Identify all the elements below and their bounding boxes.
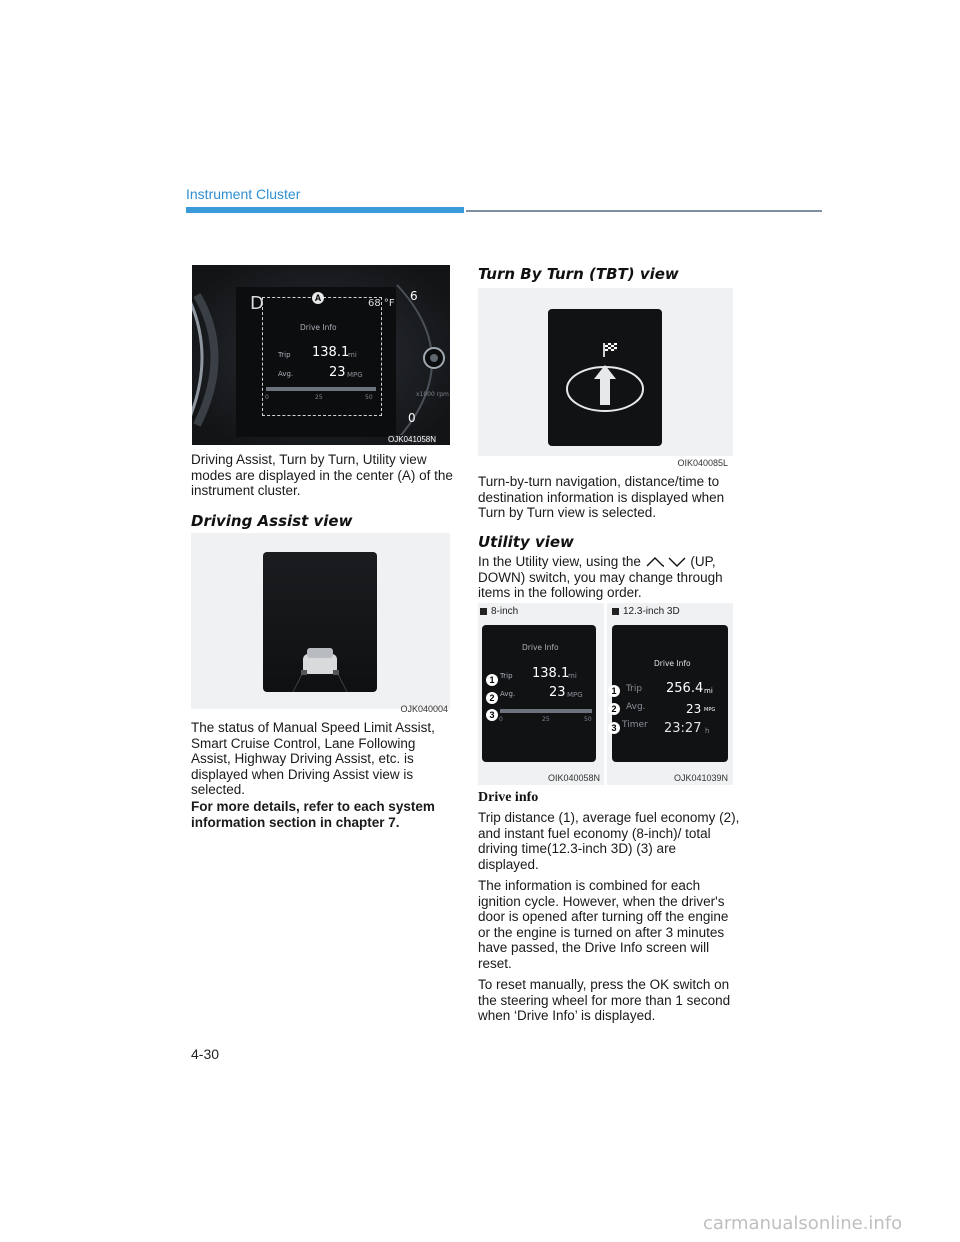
- code-8inch: OIK040058N: [547, 773, 600, 783]
- tbt-arrow-icon: [548, 309, 662, 446]
- label-8inch: 8-inch: [480, 606, 518, 617]
- bullet-square: [480, 608, 487, 615]
- avg-value: 23: [549, 685, 566, 700]
- trip-unit: mi: [348, 351, 357, 359]
- drive-info-title: Drive Info: [522, 643, 559, 652]
- driving-assist-code: OJK040004: [400, 704, 448, 714]
- badge-3: 3: [486, 705, 498, 723]
- drive-info-body: [478, 810, 740, 1030]
- trip-label: Trip: [626, 684, 643, 694]
- avg-label: Avg.: [500, 690, 516, 698]
- car-icon: [263, 552, 377, 692]
- fuel-economy-bar: [266, 387, 376, 391]
- up-down-switch-icon: [645, 556, 687, 568]
- header-rule-accent: [186, 207, 464, 213]
- avg-unit: MPG: [567, 691, 583, 699]
- drive-info-paragraph-1: Trip distance (1), average fuel economy (2), and instant fuel economy (8-inch)/ total driving time(12.3-inch 3D) (3) are displayed.: [478, 810, 740, 872]
- screen-8inch: [482, 625, 596, 762]
- scale-max: 50: [584, 716, 592, 723]
- scale-max: 50: [365, 394, 373, 401]
- avg-unit: MPG: [704, 707, 716, 713]
- tbt-screen: [548, 309, 662, 446]
- utility-text-start: In the Utility view, using the: [478, 554, 641, 569]
- cluster-figure: [192, 265, 450, 445]
- rpm-mark-top: 6: [410, 289, 418, 303]
- avg-value: 23: [686, 702, 702, 716]
- watermark: carmanualsonline.info: [703, 1213, 903, 1234]
- scale-mid: 25: [542, 716, 550, 723]
- badge-2: 2: [608, 699, 620, 717]
- timer-value: 23:27: [664, 721, 702, 736]
- code-12inch: OJK041039N: [673, 773, 728, 783]
- marker-a: A: [312, 292, 324, 304]
- scale-min: 0: [499, 716, 503, 723]
- page-number: 4-30: [191, 1046, 220, 1062]
- label-12inch: 12.3-inch 3D: [612, 606, 680, 617]
- driving-assist-paragraph: The status of Manual Speed Limit Assist, Smart Cruise Control, Lane Following Assist, Highway Driving Assist, etc. is displayed when Driving Assist view is selected.: [191, 720, 435, 797]
- trip-value: 138.1: [532, 666, 570, 681]
- drive-info-heading: Drive info: [478, 790, 539, 805]
- driving-assist-note: For more details, refer to each system information section in chapter 7.: [191, 799, 435, 830]
- header-rule: [466, 210, 822, 212]
- figure-code: OJK041058N: [388, 435, 437, 444]
- drive-info-title: Drive Info: [654, 659, 691, 668]
- trip-label: Trip: [278, 351, 291, 359]
- badge-1: 1: [608, 681, 620, 699]
- trip-unit: mi: [568, 672, 577, 680]
- timer-label: Timer: [622, 720, 648, 730]
- screen-12inch: [612, 625, 728, 762]
- trip-value: 256.4: [666, 681, 704, 696]
- intro-paragraph: Driving Assist, Turn by Turn, Utility view modes are displayed in the center (A) of the instrument cluster.: [191, 452, 453, 498]
- badge-1: 1: [486, 670, 498, 688]
- utility-paragraph: [478, 554, 740, 601]
- outside-temp: 68 °F: [368, 298, 395, 309]
- tbt-code: OIK040085L: [677, 458, 728, 468]
- tbt-paragraph: Turn-by-turn navigation, distance/time to destination information is displayed when Turn by Turn view is selected.: [478, 474, 725, 520]
- badge-3: 3: [608, 718, 620, 736]
- scale-mid: 25: [315, 394, 323, 401]
- avg-label: Avg.: [626, 702, 646, 712]
- trip-label: Trip: [500, 672, 513, 680]
- gear-indicator: D: [250, 293, 264, 314]
- driving-assist-heading: Driving Assist view: [191, 512, 353, 530]
- drive-info-paragraph-3: To reset manually, press the OK switch on the steering wheel for more than 1 second when ‘Drive Info’ is displayed.: [478, 977, 731, 1023]
- avg-value: 23: [329, 365, 346, 380]
- scale-min: 0: [265, 394, 269, 401]
- rpm-unit: x1000 rpm: [416, 391, 449, 398]
- drive-info-title: Drive Info: [300, 323, 337, 332]
- rpm-mark-bottom: 0: [408, 411, 416, 425]
- tbt-heading: Turn By Turn (TBT) view: [478, 265, 679, 283]
- avg-label: Avg.: [278, 370, 294, 378]
- trip-value: 138.1: [312, 345, 350, 360]
- badge-2: 2: [486, 688, 498, 706]
- driving-assist-screen: [263, 552, 377, 692]
- timer-unit: h: [705, 727, 710, 735]
- bullet-square: [612, 608, 619, 615]
- drive-info-paragraph-2: The information is combined for each ignition cycle. However, when the driver's door is opened after turning off the engine or the engine is turned on after 3 minutes have passed, the Drive Info screen will reset.: [478, 878, 729, 971]
- trip-unit: mi: [704, 687, 713, 695]
- section-title: Instrument Cluster: [186, 186, 301, 202]
- driving-assist-figure: [191, 533, 450, 709]
- utility-heading: Utility view: [478, 533, 574, 551]
- fuel-economy-bar: [500, 709, 592, 713]
- utility-text-end: (UP, DOWN) switch, you may change through items in the following order.: [478, 554, 723, 600]
- tbt-figure: [478, 288, 733, 456]
- avg-unit: MPG: [347, 371, 363, 379]
